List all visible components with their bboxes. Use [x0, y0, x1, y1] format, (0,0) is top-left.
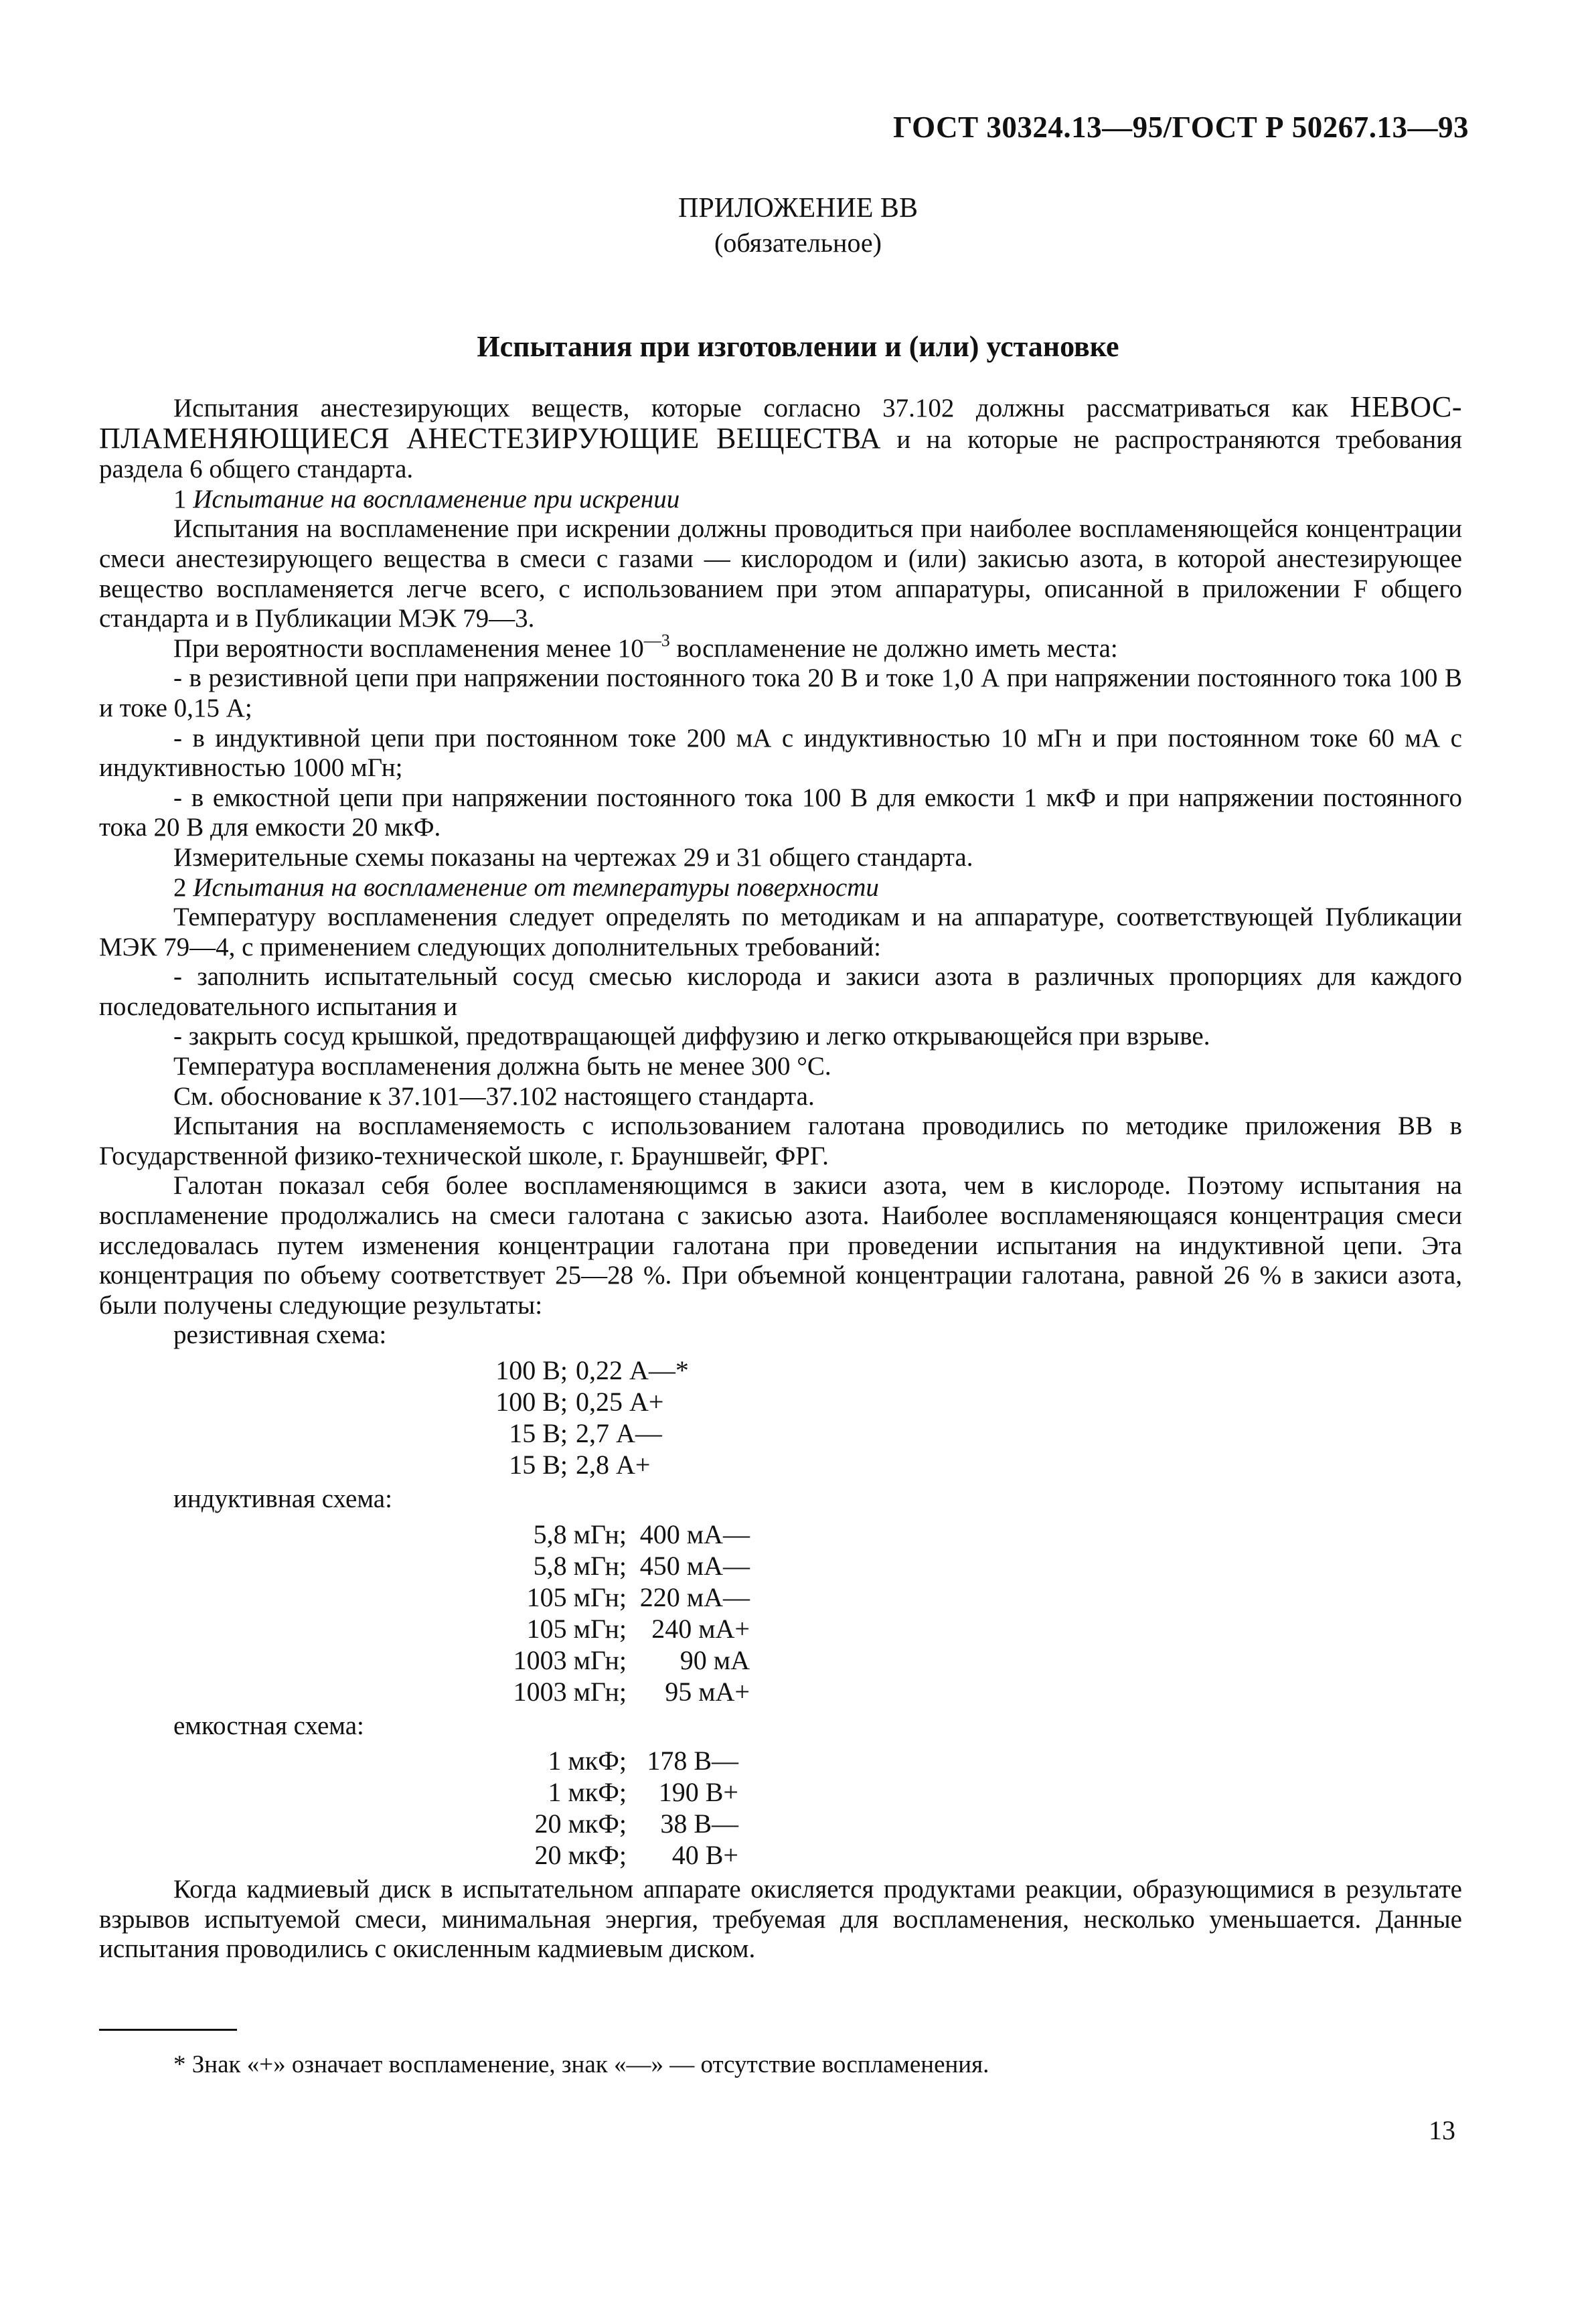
result-param: 15 В; [509, 1450, 568, 1480]
result-value: 2,8 А+ [576, 1450, 651, 1480]
result-value: 2,7 А— [576, 1418, 662, 1448]
result-value: 190 В+ [658, 1777, 738, 1808]
resistive-scheme-label: резистивная схема: [173, 1320, 387, 1350]
result-value: 95 мА+ [665, 1676, 750, 1707]
capacitive-results [99, 1745, 1462, 1871]
item-2-heading [99, 873, 1462, 903]
footnote-divider [99, 2029, 237, 2031]
result-param: 1003 мГн; [513, 1644, 627, 1675]
result-value: 38 В— [660, 1809, 738, 1839]
result-row [99, 1644, 1462, 1676]
resistive-results [99, 1355, 1462, 1480]
result-value: 0,22 А—* [576, 1355, 689, 1385]
result-param: 5,8 мГн; [533, 1550, 627, 1581]
appendix-subtitle: (обязательное) [714, 228, 882, 258]
result-row [99, 1417, 1462, 1449]
paragraph: См. обоснование к 37.101—37.102 настоящего стандарта. [173, 1081, 815, 1111]
item-1-heading [99, 485, 1462, 515]
paragraph: Измерительные схемы показаны на чертежах 29 и 31 общего стандарта. [173, 842, 973, 872]
body-text [99, 392, 1462, 1965]
item-2-number: 2 [173, 872, 187, 902]
paragraph: Испытания на воспламенение при искрении должны проводиться при наиболее воспламеняющейся концентрации смеси анестезирующего вещества в смеси с газами — кислородом и (или) закисью азота, в которой анестезирующее вещество воспламеняется легче всего, с использованием при этом аппаратуры, описанной в приложении F общего стандарта и в Публикации МЭК 79—3. [99, 514, 1462, 633]
paragraph-probability [99, 630, 1462, 664]
list-item: - закрыть сосуд крышкой, предотвращающей диффузию и легко открывающейся при взрыве. [173, 1022, 1210, 1051]
paragraph: Температуру воспламенения следует определять по методикам и на аппаратуре, соответствующей Публикации МЭК 79—4, с применением следующих дополнительных требований: [99, 903, 1462, 962]
result-param: 1 мкФ; [548, 1746, 627, 1776]
appendix-heading [0, 191, 1596, 260]
item-1-title: Испытание на воспламенение при искрении [193, 484, 680, 514]
item-1-number: 1 [173, 484, 187, 514]
result-param: 105 мГн; [526, 1613, 627, 1644]
result-row [99, 1613, 1462, 1644]
result-param: 1 мкФ; [548, 1777, 627, 1808]
paragraph: Испытания на воспламеняемость с использованием галотана проводились по методике приложения ВВ в Государственной физико-технической школе, г. Брауншвейг, ФРГ. [99, 1111, 1462, 1170]
list-item: - в резистивной цепи при напряжении постоянного тока 20 В и токе 1,0 А при напряжении постоянного тока 100 В и токе 0,15 А; [99, 664, 1462, 722]
probability-text: При вероятности воспламенения менее 10 [173, 633, 644, 663]
list-item: - в емкостной цепи при напряжении постоянного тока 100 В для емкости 1 мкФ и при напряжении постоянного тока 20 В для емкости 20 мкФ. [99, 783, 1462, 842]
result-row [99, 1808, 1462, 1839]
result-row [99, 1776, 1462, 1808]
item-2-title: Испытания на воспламенение от температуры поверхности [193, 872, 879, 902]
page-number: 13 [1429, 2115, 1455, 2145]
intro-text-start: Испытания анестезирующих веществ, которые согласно 37.102 должны рассматриваться как [173, 394, 1350, 422]
intro-text-end: и на которые не распространяются требования раздела 6 общего стандарта. [99, 425, 1462, 484]
footnote: * Знак «+» означает воспламенение, знак «—» — отсутствие воспламенения. [173, 2051, 989, 2078]
result-param: 1003 мГн; [513, 1676, 627, 1707]
document-code-header: ГОСТ 30324.13—95/ГОСТ Р 50267.13—93 [893, 110, 1469, 144]
paragraph: Галотан показал себя более воспламеняющимся в закиси азота, чем в кислороде. Поэтому испытания на воспламенение продолжались на смеси галотана с закисью азота. Наиболее воспламеняющаяся концентрация смеси исследовалась путем изменения концентрации галотана при проведении испытания на индуктивной цепи. Эта концентрация по объему соответствует 25—28 %. При объемной концентрации галотана, равной 26 % в закиси азота, были получены следующие результаты: [99, 1171, 1462, 1320]
result-row [99, 1676, 1462, 1707]
result-param: 105 мГн; [526, 1582, 627, 1612]
result-param: 100 В; [495, 1387, 568, 1417]
section-title: Испытания при изготовлении и (или) установке [477, 330, 1119, 363]
result-value: 240 мА+ [651, 1613, 750, 1644]
paragraph: Когда кадмиевый диск в испытательном аппарате окисляется продуктами реакции, образующимися в результате взрывов испытуемой смеси, минимальная энергия, требуемая для воспламенения, несколько уменьшается. Данные испытания проводились с окисленным кадмиевым диском. [99, 1875, 1462, 1964]
capacitive-scheme-label: емкостная схема: [173, 1711, 364, 1740]
result-row [99, 1745, 1462, 1776]
result-param: 20 мкФ; [534, 1840, 627, 1871]
result-row [99, 1386, 1462, 1417]
paragraph: Температура воспламенения должна быть не менее 300 °С. [173, 1052, 831, 1081]
result-row [99, 1550, 1462, 1582]
probability-exponent: —3 [643, 630, 670, 650]
result-value: 0,25 А+ [576, 1387, 664, 1417]
inductive-scheme-label: индуктивная схема: [173, 1484, 392, 1513]
result-row [99, 1519, 1462, 1550]
inductive-results [99, 1519, 1462, 1707]
result-value: 90 мА [680, 1644, 750, 1675]
result-value: 40 В+ [671, 1840, 738, 1871]
result-row [99, 1449, 1462, 1480]
appendix-title: ПРИЛОЖЕНИЕ ВВ [678, 193, 918, 224]
result-param: 100 В; [495, 1355, 568, 1385]
result-row [99, 1582, 1462, 1613]
result-value: 178 В— [647, 1746, 738, 1776]
result-row [99, 1355, 1462, 1386]
list-item: - в индуктивной цепи при постоянном токе 200 мА с индуктивностью 10 мГн и при постоянном токе 60 мА с индуктивностью 1000 мГн; [99, 723, 1462, 783]
intro-caps-term: НЕВОС-ПЛАМЕНЯЮЩИЕСЯ АНЕСТЕЗИРУЮЩИЕ ВЕЩЕСТВА [99, 390, 1462, 455]
list-item: - заполнить испытательный сосуд смесью кислорода и закиси азота в различных пропорциях для каждого последовательного испытания и [99, 962, 1462, 1021]
probability-text-end: воспламенение не должно иметь места: [669, 633, 1118, 663]
result-param: 20 мкФ; [534, 1809, 627, 1839]
result-value: 400 мА— [639, 1519, 750, 1549]
result-param: 5,8 мГн; [533, 1519, 627, 1549]
result-value: 220 мА— [639, 1582, 750, 1612]
result-param: 15 В; [509, 1418, 568, 1448]
intro-paragraph [99, 392, 1462, 485]
result-row [99, 1839, 1462, 1871]
result-value: 450 мА— [639, 1550, 750, 1581]
